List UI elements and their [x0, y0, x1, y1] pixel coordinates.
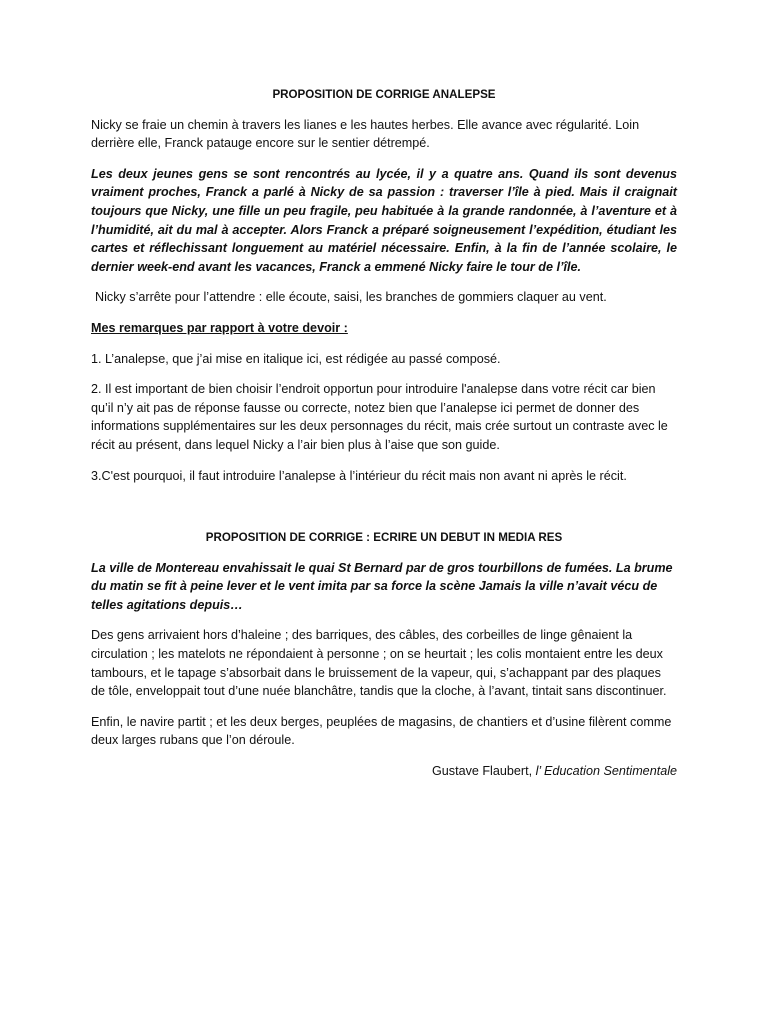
citation-author: Gustave Flaubert, [431, 764, 536, 779]
flaubert-excerpt-paragraph-1: Des gens arrivaient hors d’haleine ; des barriques, des câbles, des corbeilles de linge gênaient la circulation ; les matelots ne répondaient à personne ; on se heurtait ; les colis montaient entre les deux tambours, et le tapage s’absorbait dans le bruissement de la vapeur, qui, s’achappant par des plaques de tôle, enveloppait tout d’une nuée blanchâtre, tandis que la cloche, à l’avant, tintait sans discontinuer. [91, 628, 667, 699]
citation-signature [91, 762, 677, 781]
section-title-analepse: PROPOSITION DE CORRIGE ANALEPSE [272, 88, 496, 101]
remarks-heading: Mes remarques par rapport à votre devoir : [91, 320, 348, 335]
narrative-paragraph-opening: Nicky se fraie un chemin à travers les lianes e les hautes herbes. Elle avance avec régularité. Loin derrière elle, Franck patauge encore sur le sentier détrempé. [91, 117, 640, 151]
section-title-in-media-res: PROPOSITION DE CORRIGE : ECRIRE UN DEBUT IN MEDIA RES [205, 531, 563, 545]
in-media-res-opening: La ville de Montereau envahissait le quai St Bernard par de gros tourbillons de fumées. La brume du matin se fit à peine lever et le vent imita par sa force la scène Jamais la ville n’avait vécu de telles agitations depuis… [91, 560, 673, 612]
section-spacer [91, 497, 677, 529]
remark-3: 3.C'est pourquoi, il faut introduire l’analepse à l’intérieur du récit mais non avant ni après le récit. [91, 468, 627, 483]
narrative-paragraph-closing: Nicky s’arrête pour l’attendre : elle écoute, saisi, les branches de gommiers claquer au vent. [95, 290, 607, 305]
remark-1: 1. L’analepse, que j’ai mise en italique ici, est rédigée au passé composé. [91, 351, 501, 366]
analepse-paragraph: Les deux jeunes gens se sont rencontrés au lycée, il y a quatre ans. Quand ils sont devenus vraiment proches, Franck a parlé à Nicky de sa passion : traverser l’île à pied. Mais il craignait toujours que Nicky, une fille un peu fragile, peu habituée à la grande randonnée, à l’aventure et à l’humidité, ait du mal à accepter. Alors Franck a préparé soigneusement l’expédition, étudiant les cartes et réflechissant longuement au matériel nécessaire. Enfin, à la fin de l’année scolaire, le dernier week-end avant les vacances, Franck a emmené Nicky faire le tour de l’île. [91, 166, 677, 274]
document-page [91, 86, 677, 781]
remark-2: 2. Il est important de bien choisir l’endroit opportun pour introduire l'analepse dans votre récit car bien qu’il n’y ait pas de réponse fausse ou correcte, notez bien que l’analepse ici permet de donner des informations supplémentaires sur les deux personnages du récit, mais crée surtout un contraste avec le récit au présent, dans lequel Nicky a l’air bien plus à l’aise que son guide. [91, 382, 668, 452]
citation-work-title: l’ Education Sentimentale [535, 764, 677, 779]
flaubert-excerpt-paragraph-2: Enfin, le navire partit ; et les deux berges, peuplées de magasins, de chantiers et d’usine filèrent comme deux larges rubans que l’on déroule. [91, 714, 672, 748]
